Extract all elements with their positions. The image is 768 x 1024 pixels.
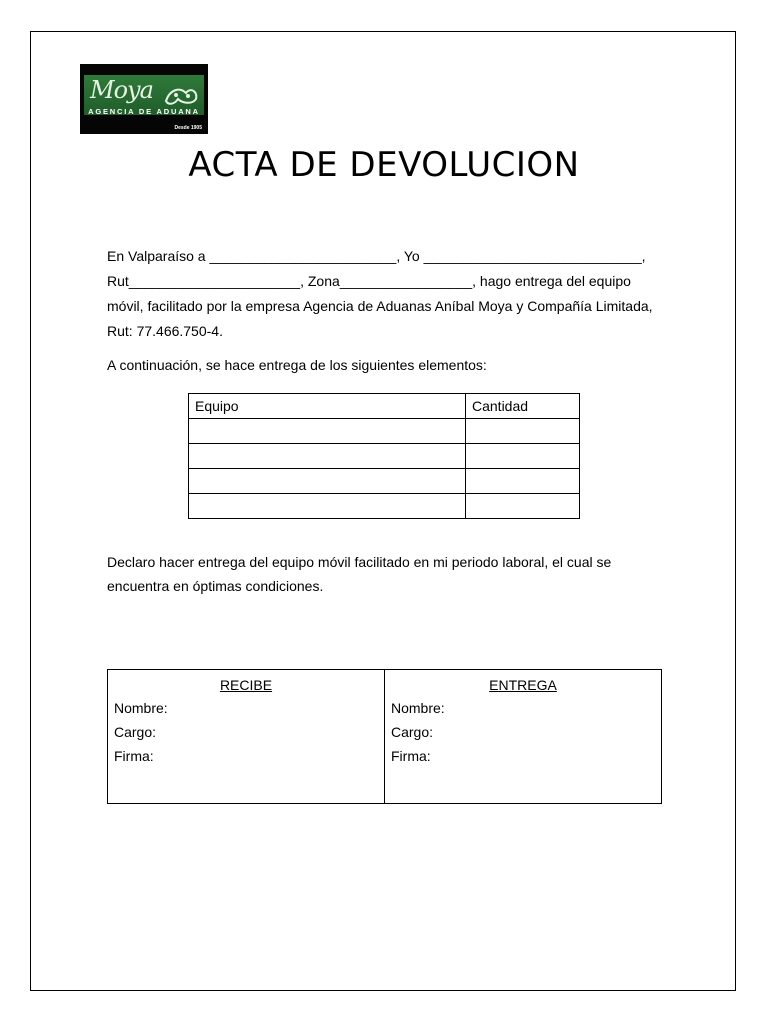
table-cell[interactable] [466,444,580,469]
entrega-heading: ENTREGA [489,677,557,693]
company-logo [80,64,208,134]
header-equipo: Equipo [189,394,466,419]
entrega-nombre-label: Nombre: [391,700,445,716]
entrega-cargo-label: Cargo: [391,724,434,740]
table-row [189,469,580,494]
signature-table [107,669,662,804]
items-intro-paragraph: A continuación, se hace entrega de los siguientes elementos: [107,357,487,373]
entrega-firma-label: Firma: [391,748,431,764]
recibe-cell [108,670,385,804]
table-row [189,419,580,444]
table-cell[interactable] [466,469,580,494]
table-cell[interactable] [189,419,466,444]
table-cell[interactable] [466,419,580,444]
document-title: ACTA DE DEVOLUCION [188,145,580,185]
logo-since-text: Desde 1905 [174,125,202,131]
table-cell[interactable] [189,469,466,494]
header-cantidad: Cantidad [466,394,580,419]
recibe-cargo-label: Cargo: [114,724,157,740]
logo-script-text: Moya [90,76,153,104]
table-header-row [189,394,580,419]
logo-agency-text: AGENCIA DE ADUANA [88,107,200,116]
items-table [188,393,580,519]
recibe-firma-label: Firma: [114,748,154,764]
recibe-heading: RECIBE [219,677,273,693]
table-row [189,444,580,469]
declaration-paragraph: Declaro hacer entrega del equipo móvil facilitado en mi periodo laboral, el cual se encuentra en óptimas condiciones. [107,554,612,594]
table-cell[interactable] [189,494,466,519]
table-cell[interactable] [189,444,466,469]
recibe-nombre-label: Nombre: [114,700,168,716]
table-row [189,494,580,519]
intro-paragraph: En Valparaíso a ________________________, Yo ____________________________, Rut______________________, Zona_________________, hago entrega del equipo móvil, facilitado por la empresa Agencia de Aduanas Aníbal Moya y Compañía Limitada, Rut: 77.466.750-4. [107,248,653,339]
entrega-cell [385,670,662,804]
table-cell[interactable] [466,494,580,519]
